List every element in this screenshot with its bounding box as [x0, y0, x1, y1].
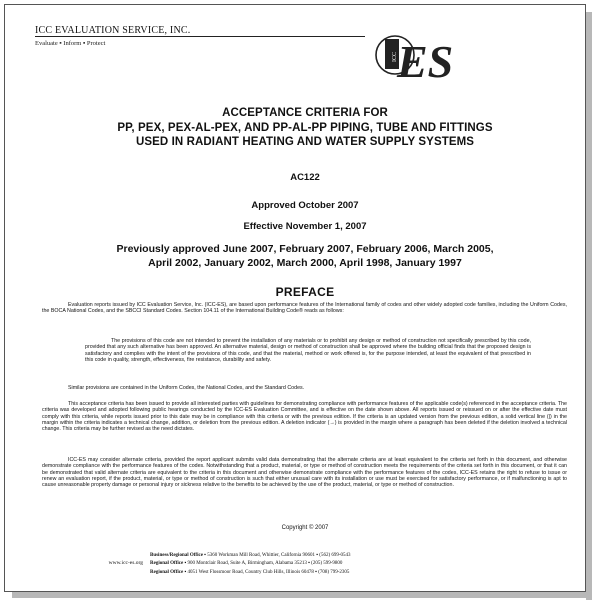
org-name: ICC EVALUATION SERVICE, INC. [35, 25, 191, 36]
previously-approved-line: Previously approved June 2007, February 2007, February 2006, March 2005, [116, 243, 494, 255]
document-sheet [4, 4, 586, 592]
preface-paragraph [42, 457, 567, 488]
document-title [45, 106, 565, 150]
title-line: USED IN RADIANT HEATING AND WATER SUPPLY SYSTEMS [135, 136, 475, 148]
preface-paragraph [42, 385, 567, 391]
footer-offices [150, 552, 480, 577]
org-tagline: Evaluate ▪ Inform ▪ Protect [35, 40, 106, 47]
office-details: ▪ 900 Montclair Road, Suite A, Birmingham, Alabama 35213 ▪ (205) 599-9800 [183, 561, 343, 567]
icc-es-logo [373, 25, 454, 87]
previously-approved-line: April 2002, January 2002, March 2000, April 1998, January 1997 [148, 256, 462, 269]
office-label: Regional Office [150, 561, 184, 567]
effective-date: Effective November 1, 2007 [243, 221, 367, 232]
office-line [150, 560, 480, 568]
title-line: ACCEPTANCE CRITERIA FOR [222, 107, 388, 119]
office-label: Business/Regional Office [150, 553, 203, 558]
office-line [150, 552, 480, 560]
paragraph-text: This acceptance criteria has been issued to provide all interested parties with guidelines for demonstrating compliance with performance features of the applicable code(s) referenced in the acceptance criteria. The criteria was developed and adopted following public hearings conducted by the ICC-ES Evaluation Committee, and is effective on the date shown above. All reports issued or reissued on or after the effective date must comply with this criteria, while reports issued prior to this date may be in compliance with this criteria or with the previous edition. If the criteria is an updated version from the previous edition, a solid vertical line (|) in the margin within the criteria indicates a technical change, addition, or deletion from the previous edition. A deletion indicator (→) is provided in the margin where a paragraph has been deleted if the deletion involved a technical change. This criteria may be further revised as the need dictates. [42, 401, 567, 433]
preface-paragraph [42, 401, 567, 432]
office-details: ▪ 4051 West Flossmoor Road, Country Club Hills, Illinois 60478 ▪ (708) 799-2305 [183, 569, 350, 575]
page-shadow-bottom [12, 592, 592, 598]
header-rule [35, 36, 365, 37]
logo-text: ES [397, 36, 454, 87]
copyright-notice: Copyright © 2007 [281, 525, 329, 531]
logo-side-text: ICC [392, 51, 398, 63]
page-shadow-right [586, 12, 592, 600]
paragraph-text: The provisions of this code are not intended to prevent the installation of any materials or to prohibit any design or method of construction not specifically prescribed by this code, provided that any such alternative has been approved. An alternative material, design or method of construction shall be approved where the building official finds that the proposed design is satisfactory and complies with the intent of the provisions of this code, and that the material, method or work offered is, for the purpose intended, at least the equivalent of that prescribed in this code in quality, strength, effectiveness, fire resistance, durability and safety. [85, 338, 531, 363]
paragraph-text: Similar provisions are contained in the Uniform Codes, the National Codes, and the Standard Codes. [68, 385, 305, 391]
office-label: Regional Office [150, 569, 184, 575]
preface-heading: PREFACE [275, 285, 335, 299]
ac-number: AC122 [290, 172, 320, 183]
approved-date: Approved October 2007 [251, 200, 359, 211]
paragraph-text: Evaluation reports issued by ICC Evaluation Service, Inc. (ICC-ES), are based upon performance features of the International family of codes and other widely adopted code families, including the Uniform Codes, the BOCA National Codes, and the SBCCI Standard Codes. Section 104.11 of the International Building Code® reads as follows: [42, 302, 567, 315]
previously-approved [45, 243, 565, 270]
office-details: ▪ 5360 Workman Mill Road, Whittier, California 90601 ▪ (562) 699-0543 [202, 553, 351, 558]
footer-url: www.icc-es.org [108, 560, 143, 566]
code-quote [85, 338, 531, 363]
title-line: PP, PEX, PEX-AL-PEX, AND PP-AL-PP PIPING, TUBE AND FITTINGS [117, 121, 493, 134]
office-line [150, 569, 480, 577]
preface-paragraph [42, 302, 567, 315]
paragraph-text: ICC-ES may consider alternate criteria, provided the report applicant submits valid data demonstrating that the alternate criteria are at least equivalent to the criteria set forth in this document, and otherwise demonstrate compliance with the performance features of the codes. Notwithstanding that a product, material, or type or method of construction meets the requirements of the criteria set forth in this document, or that it can be demonstrated that valid alternate criteria are equivalent to the criteria in this document and otherwise demonstrate compliance with the performance features of the codes, ICC-ES retains the right to refuse to issue or renew an evaluation report, if the product, material, or type or method of construction is such that either unusual care with its installation or use must be exercised for satisfactory performance, or if malfunctioning is apt to cause unreasonable property damage or personal injury or sickness relative to the benefits to be achieved by the use of the product, material, or type or method of construction. [42, 457, 567, 489]
